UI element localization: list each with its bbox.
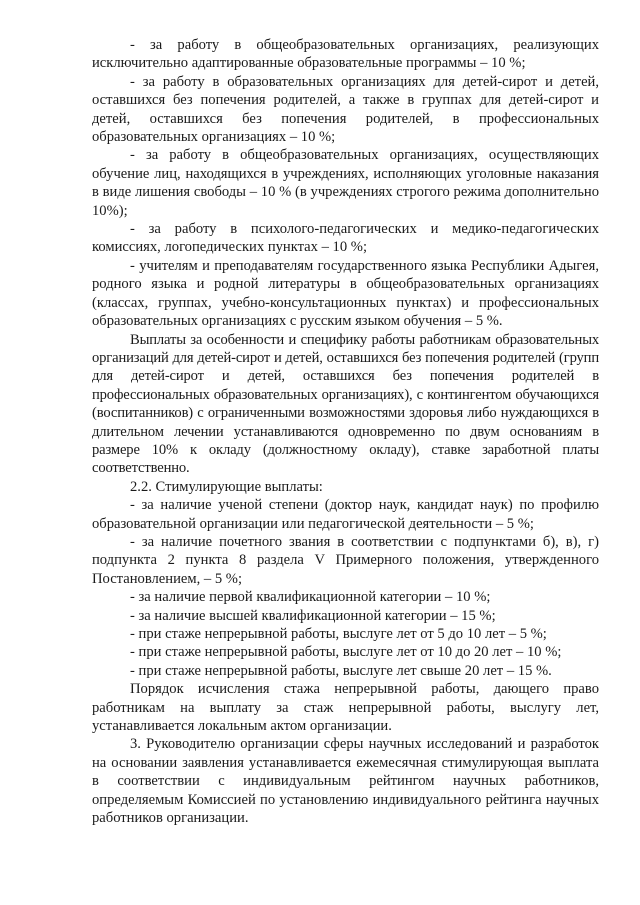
list-item-first-category: - за наличие первой квалификационной категории – 10 %; xyxy=(130,589,491,606)
document-body xyxy=(92,36,599,827)
list-item-honorary-title: - за наличие почетного звания в соответствии с подпунктами б), в), г) подпункта 2 пункта 8 раздела V Примерного положения, утвержденного Постановлением, – 5 %; xyxy=(92,533,599,587)
list-item-adapted-programs: - за работу в общеобразовательных организациях, реализующих исключительно адаптированные образовательные программы – 10 %; xyxy=(92,37,599,72)
list-item-orphan-organizations: - за работу в образовательных организациях для детей-сирот и детей, оставшихся без попечения родителей, а также в группах для детей-сирот и детей, оставшихся без попечения родителей, в профессиональных образовательных организациях – 10 %; xyxy=(92,73,599,146)
list-item-seniority-over-20: - при стаже непрерывной работы, выслуге лет свыше 20 лет – 15 %. xyxy=(130,662,552,679)
list-item-penal-institutions: - за работу в общеобразовательных организациях, осуществляющих обучение лиц, находящихся в учреждениях, исполняющих уголовные наказания в виде лишения свободы – 10 % (в учреждениях строгого режима дополнительно 10%); xyxy=(92,147,599,219)
section-heading-incentive-payments: 2.2. Стимулирующие выплаты: xyxy=(130,478,323,495)
paragraph-seniority-procedure: Порядок исчисления стажа непрерывной работы, дающего право работникам на выплату за стаж непрерывной работы, выслугу лет, устанавливается локальным актом организации. xyxy=(92,681,599,735)
list-item-adyghe-language-teachers: - учителям и преподавателям государственного языка Республики Адыгея, родного языка и родной литературы в общеобразовательных организациях (классах, группах, учебно-консультационных пунктах) и профессиональных образовательных организациях с русским языком обучения – 5 %. xyxy=(92,257,599,330)
list-item-commissions: - за работу в психолого-педагогических и медико-педагогических комиссиях, логопедических пунктах – 10 %; xyxy=(92,221,599,256)
list-item-highest-category: - за наличие высшей квалификационной категории – 15 %; xyxy=(130,607,496,624)
list-item-seniority-10-20: - при стаже непрерывной работы, выслуге лет от 10 до 20 лет – 10 %; xyxy=(130,644,562,661)
paragraph-research-head: 3. Руководителю организации сферы научных исследований и разработок на основании заявления устанавливается ежемесячная стимулирующая выплата в соответствии с индивидуальным рейтингом научных работников, определяемым Комиссией по установлению индивидуального рейтинга научных работников организации. xyxy=(92,736,599,827)
list-item-seniority-5-10: - при стаже непрерывной работы, выслуге лет от 5 до 10 лет – 5 %; xyxy=(130,626,547,642)
list-item-academic-degree: - за наличие ученой степени (доктор наук, кандидат наук) по профилю образовательной организации или педагогической деятельности – 5 %; xyxy=(92,497,599,532)
paragraph-special-payments: Выплаты за особенности и специфику работы работникам образовательных организаций для детей-сирот и детей, оставшихся без попечения родителей (групп для детей-сирот и детей, оставшихся без попечения родителей в профессиональных образовательных организациях), с контингентом обучающихся (воспитанников) с ограниченными возможностями здоровья либо нуждающихся в длительном лечении устанавливаются одновременно по двум основаниям в размере 10% к окладу (должностному окладу), ставке заработной платы соответственно. xyxy=(92,331,599,477)
